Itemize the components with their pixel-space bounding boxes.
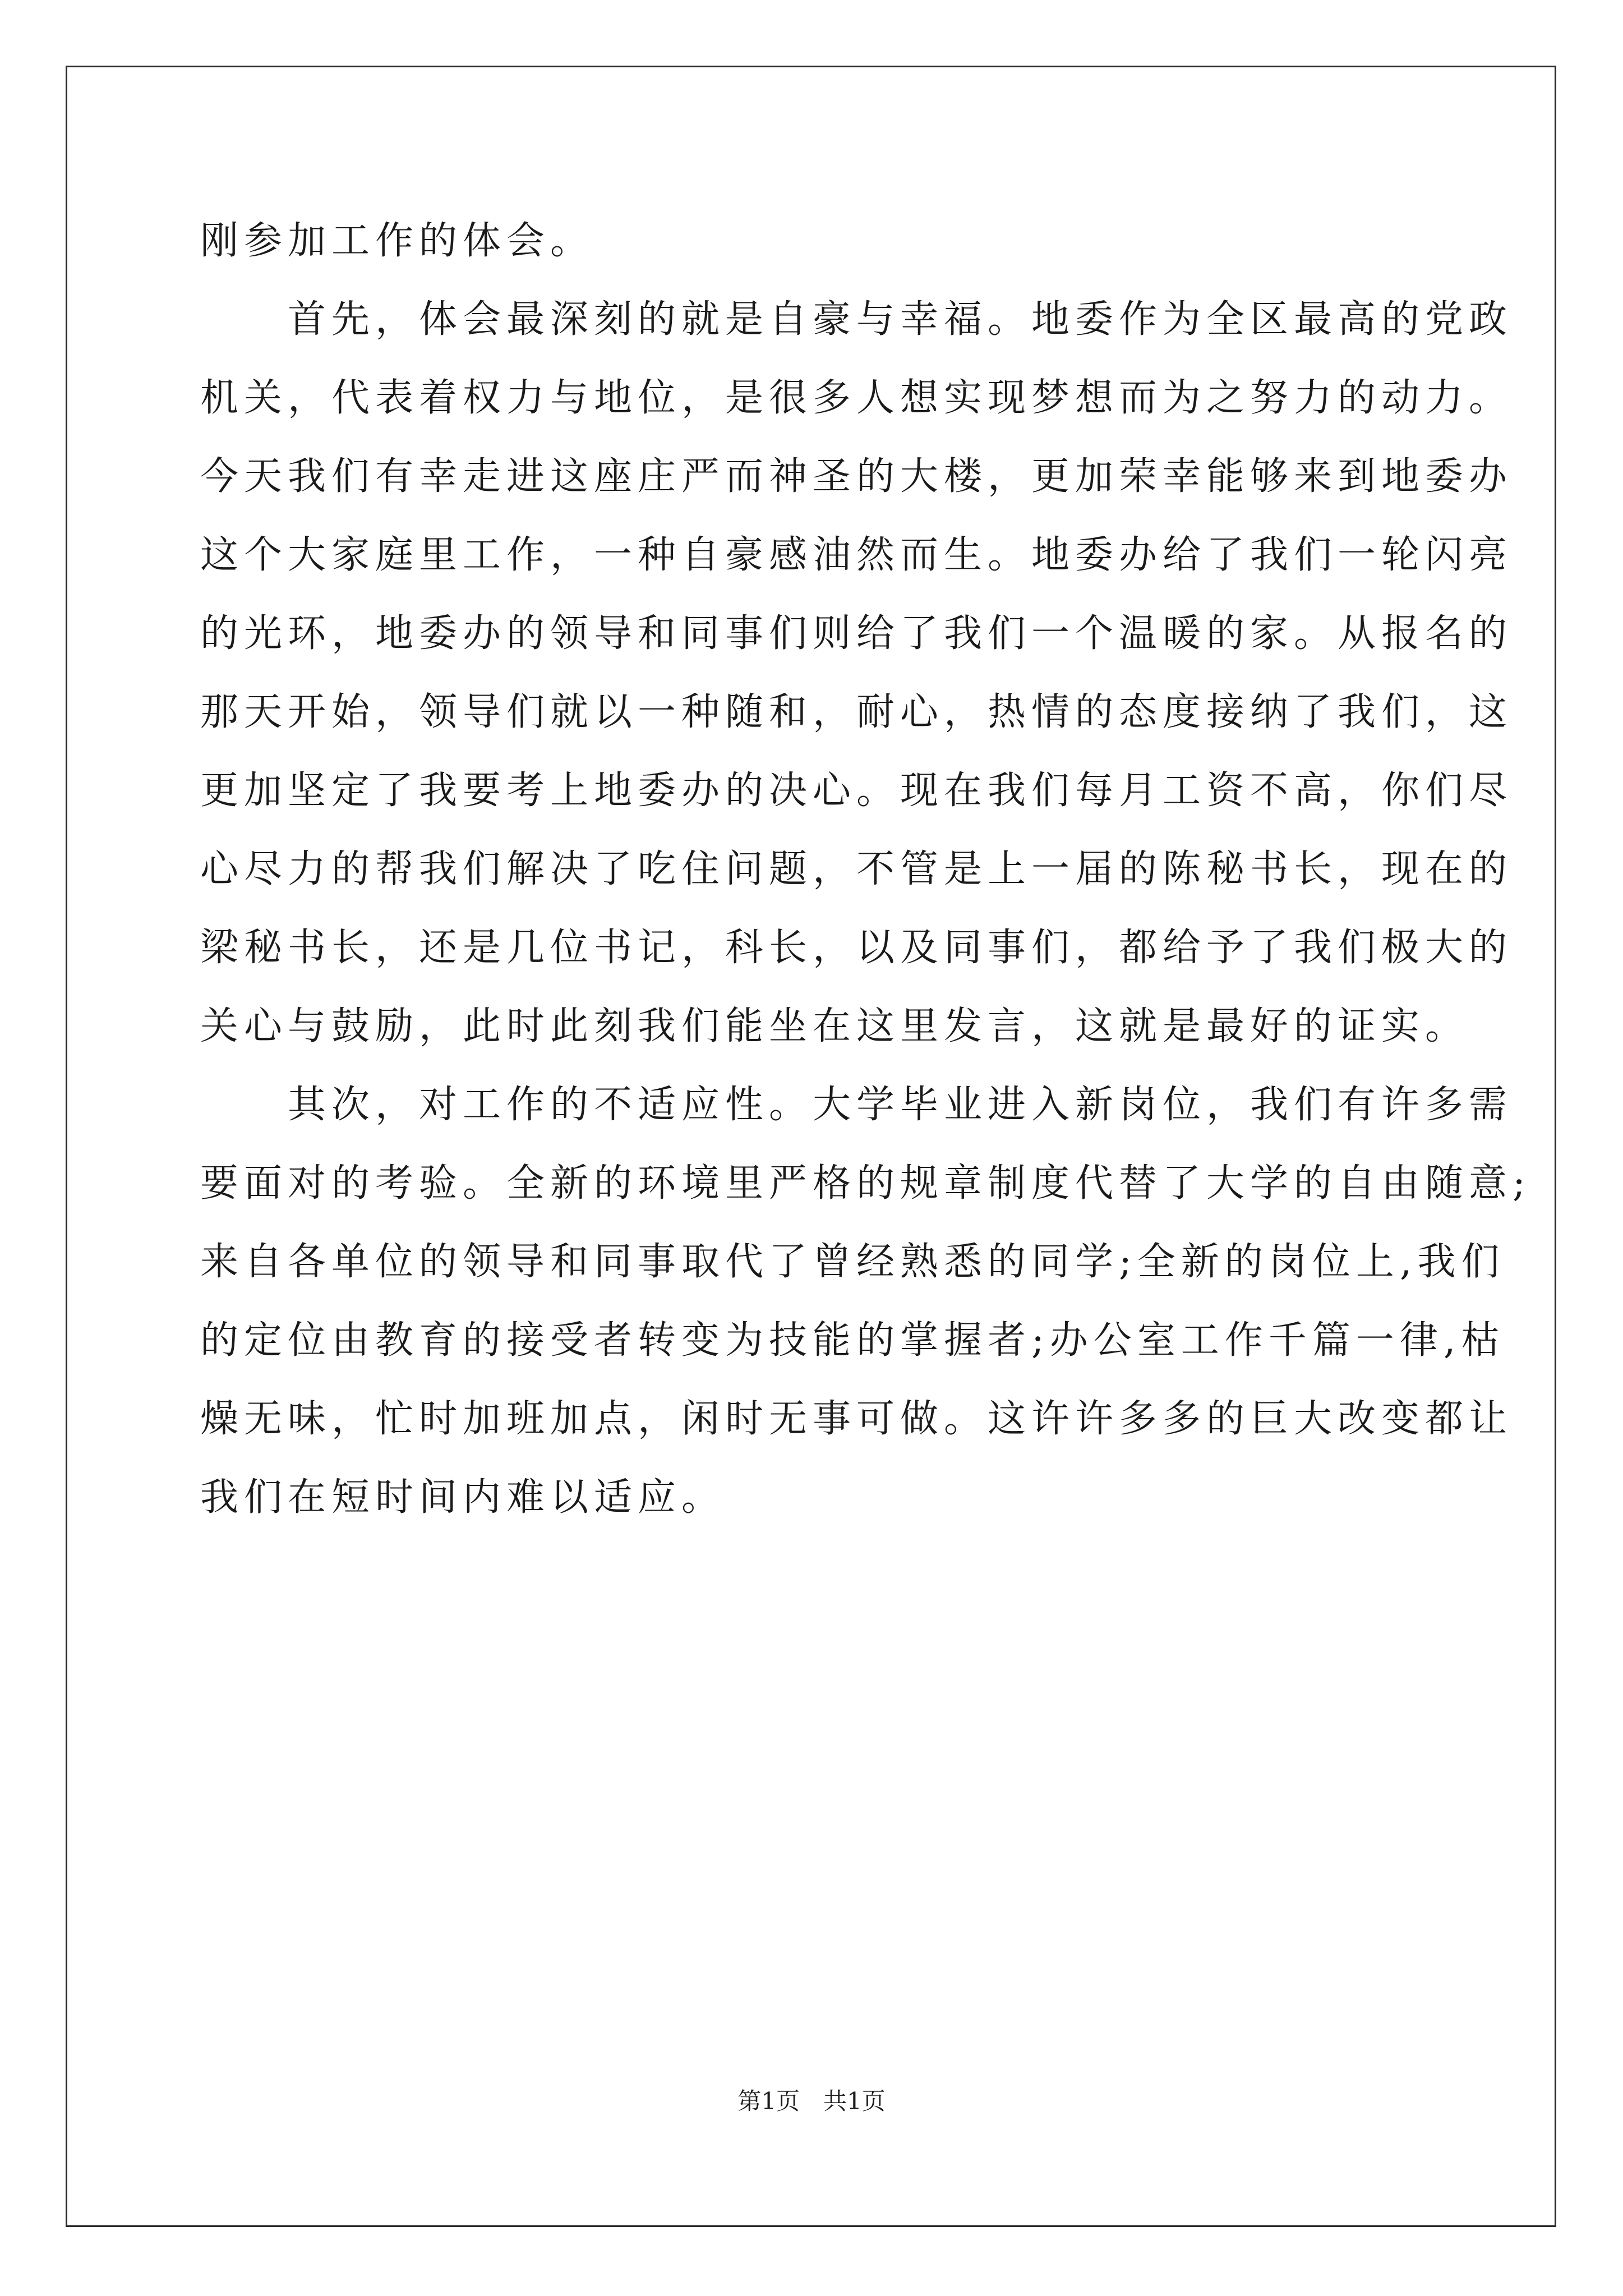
text-line: 来自各单位的领导和同事取代了曾经熟悉的同学;全新的岗位上,我们 [200,1240,1505,1284]
text-line: 那天开始，领导们就以一种随和，耐心，热情的态度接纳了我们，这 [200,690,1513,734]
text-line: 燥无味，忙时加班加点，闲时无事可做。这许许多多的巨大改变都让 [200,1397,1513,1441]
text-line: 机关，代表着权力与地位，是很多人想实现梦想而为之努力的动力。 [200,376,1513,420]
text-line: 首先，体会最深刻的就是自豪与幸福。地委作为全区最高的党政 [200,297,1513,342]
document-body [200,213,1531,1548]
text-line: 要面对的考验。全新的环境里严格的规章制度代替了大学的自由随意; [200,1161,1531,1205]
text-line: 梁秘书长，还是几位书记，科长，以及同事们，都给予了我们极大的 [200,926,1513,970]
text-line: 刚参加工作的体会。 [200,219,594,263]
text-line: 关心与鼓励，此时此刻我们能坐在这里发言，这就是最好的证实。 [200,1004,1469,1048]
text-line: 的定位由教育的接受者转变为技能的掌握者;办公室工作千篇一律,枯 [200,1318,1505,1363]
text-line: 其次，对工作的不适应性。大学毕业进入新岗位，我们有许多需 [200,1083,1513,1127]
text-line: 这个大家庭里工作，一种自豪感油然而生。地委办给了我们一轮闪亮 [200,533,1513,577]
text-line: 更加坚定了我要考上地委办的决心。现在我们每月工资不高，你们尽 [200,769,1513,813]
text-line: 我们在短时间内难以适应。 [200,1475,726,1520]
page-footer: 第1页 共1页 [737,2087,886,2115]
text-line: 今天我们有幸走进这座庄严而神圣的大楼，更加荣幸能够来到地委办 [200,454,1513,499]
text-line: 的光环，地委办的领导和同事们则给了我们一个温暖的家。从报名的 [200,611,1513,656]
text-line: 心尽力的帮我们解决了吃住问题，不管是上一届的陈秘书长，现在的 [200,847,1513,891]
